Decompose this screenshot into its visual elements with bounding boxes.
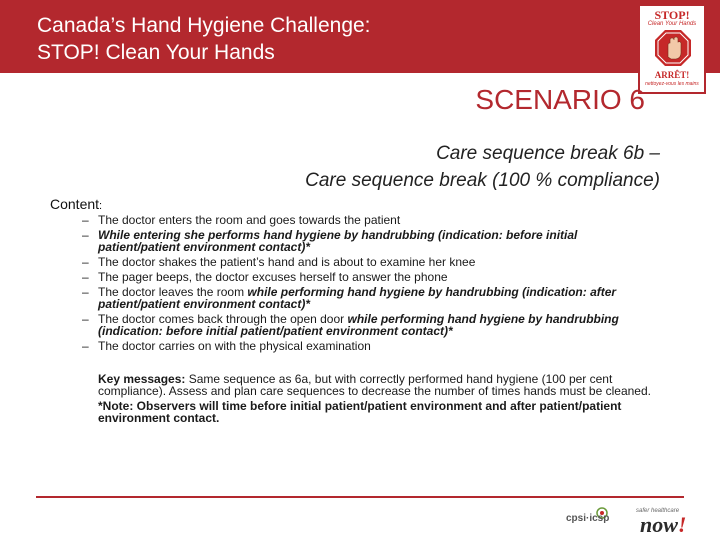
list-item <box>82 271 662 283</box>
stop-hand-icon <box>654 29 692 67</box>
observer-note: *Note: Observers will time before initial patient/patient environment and after patient/patient environment contact. <box>98 399 622 425</box>
key-messages-label: Key messages: <box>98 372 186 386</box>
now-exclamation: ! <box>677 512 687 537</box>
footer-divider <box>36 496 684 498</box>
subtitle-line-1: Care sequence break 6b – <box>436 143 660 164</box>
list-item <box>82 286 662 310</box>
subtitle-line-2: Care sequence break (100 % compliance) <box>305 170 660 191</box>
logo-stop-text: STOP! <box>654 8 690 22</box>
list-item <box>82 313 662 337</box>
safer-healthcare-text: safer healthcare <box>636 508 680 514</box>
item-text: The doctor comes back through the open door <box>98 312 348 326</box>
logo-subtitle: Clean Your Hands <box>647 21 697 27</box>
content-label <box>50 196 102 212</box>
header-bar <box>0 0 720 73</box>
cpsi-logo-text: cpsi·icsp <box>566 513 610 524</box>
item-text: The doctor enters the room and goes towards the patient <box>98 213 401 227</box>
content-colon: : <box>99 200 103 212</box>
item-text: The doctor shakes the patient’s hand and is about to examine her knee <box>98 255 476 269</box>
item-text: The pager beeps, the doctor excuses herself to answer the phone <box>98 270 448 284</box>
stop-clean-hands-logo <box>638 4 706 94</box>
list-item <box>82 256 662 268</box>
item-text: The doctor leaves the room <box>98 285 248 299</box>
now-word: now <box>640 512 678 537</box>
list-item <box>82 229 662 253</box>
list-item <box>82 214 662 226</box>
page-title <box>37 12 371 66</box>
key-messages-text: Same sequence as 6a, but with correctly performed hand hygiene (100 per cent compliance). Assess and plan care sequences to decrease the number of times hands must be cleaned. <box>98 372 651 398</box>
key-messages-paragraph <box>98 373 658 397</box>
scenario-heading: SCENARIO 6 <box>475 84 645 115</box>
item-bold-text: while performing hand hygiene by handrubbing (indication: after patient/patient environment contact)* <box>98 285 617 311</box>
title-line-2: STOP! Clean Your Hands <box>37 41 275 64</box>
item-bold-text: while performing hand hygiene by handrubbing (indication: before initial patient/patient environment contact)* <box>98 312 619 338</box>
scenario-subtitle <box>305 140 660 194</box>
logo-arret-text: ARRÊT! <box>654 70 690 80</box>
content-list <box>82 214 662 355</box>
logo-subtitle-fr: nettoyez-vous les mains <box>645 81 699 87</box>
item-text: The doctor carries on with the physical examination <box>98 339 371 353</box>
item-bold-text: While entering she performs hand hygiene by handrubbing (indication: before initial patient/patient environment contact)* <box>98 228 578 254</box>
content-label-text: Content <box>50 196 100 212</box>
key-messages <box>98 373 658 427</box>
title-line-1: Canada’s Hand Hygiene Challenge: <box>37 14 371 37</box>
list-item <box>82 340 662 352</box>
safer-healthcare-now-logo <box>640 512 686 538</box>
